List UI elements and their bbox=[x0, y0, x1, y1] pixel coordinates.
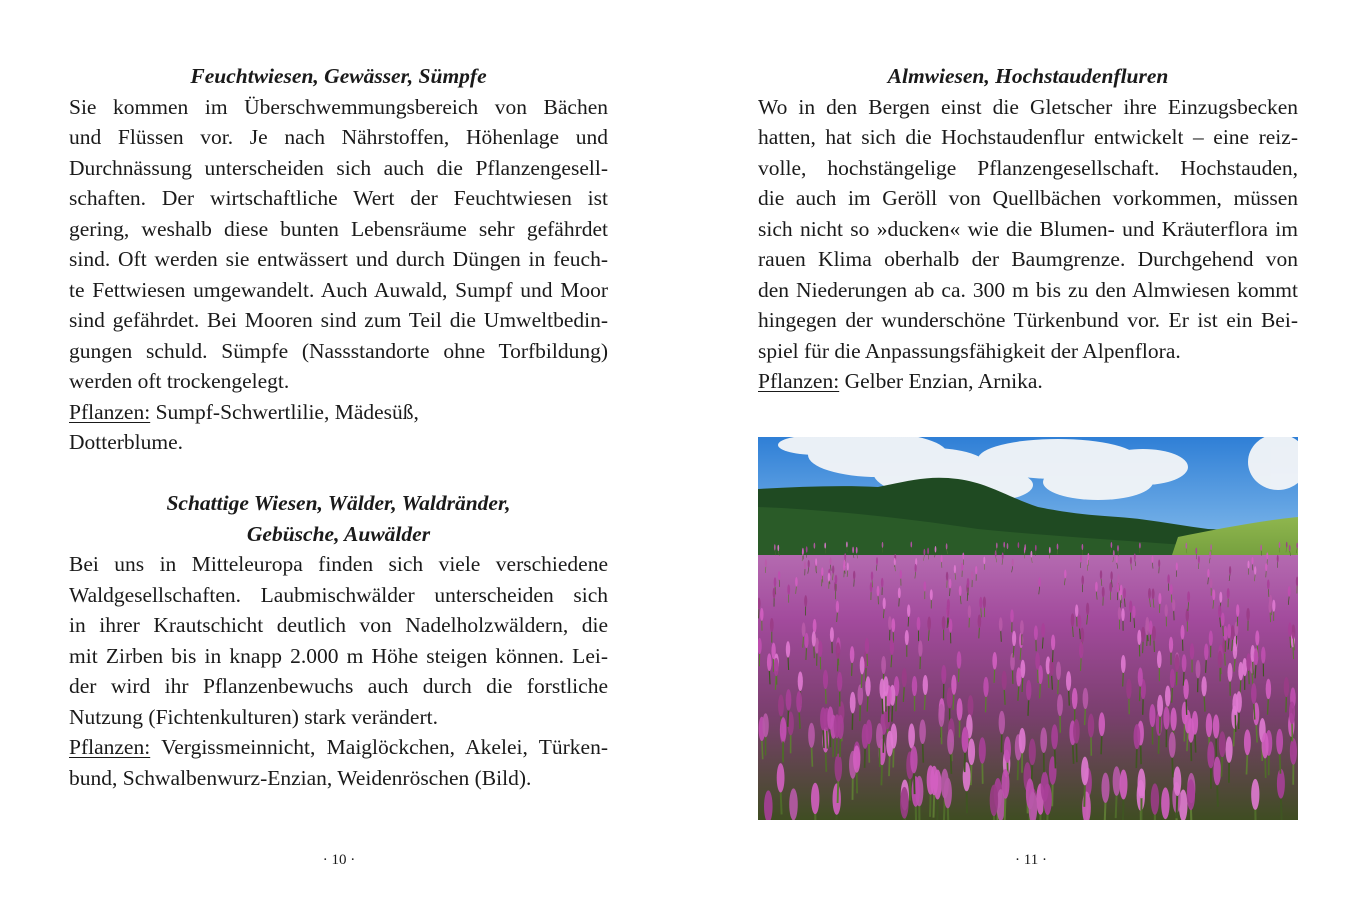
plants-label: Pflanzen: bbox=[758, 369, 840, 393]
page-number: · 10 · bbox=[322, 852, 356, 868]
body-line: sind. Oft werden sie entwässert und durch Düngen in feuch- bbox=[69, 247, 608, 271]
left-text-column bbox=[69, 61, 608, 793]
section-heading-alpine-meadows: Almwiesen, Hochstaudenfluren bbox=[887, 64, 1169, 88]
body-line: sind gefährdet. Bei Mooren sind zum Teil die Umweltbedin- bbox=[69, 308, 608, 332]
page-number: · 11 · bbox=[1015, 852, 1047, 868]
body-line: hingegen der wunderschöne Türkenbund vor. Er ist ein Bei- bbox=[758, 308, 1298, 332]
body-line: und Flüssen vor. Je nach Nährstoffen, Höhenlage und bbox=[69, 125, 608, 149]
plants-label: Pflanzen: bbox=[69, 735, 151, 759]
body-line: volle, hochstängelige Pflanzengesellschaft. Hochstauden, bbox=[758, 155, 1298, 180]
body-line: den Niederungen ab ca. 300 m bis zu den Almwiesen kommt bbox=[758, 277, 1298, 302]
plants-line-continued: Dotterblume. bbox=[69, 430, 184, 454]
body-line: Sie kommen im Überschwemmungsbereich von Bächen bbox=[69, 94, 608, 119]
section-heading-wetlands: Feuchtwiesen, Gewässer, Sümpfe bbox=[190, 64, 487, 88]
plants-line bbox=[69, 732, 608, 763]
body-line: rauen Klima oberhalb der Baumgrenze. Durchgehend von bbox=[758, 247, 1298, 271]
photo-illustration bbox=[758, 437, 1298, 820]
section-heading-forests: Schattige Wiesen, Wälder, Waldränder, bbox=[166, 491, 511, 515]
body-line: die auch im Geröll von Quellbächen vorkommen, müssen bbox=[758, 186, 1298, 210]
fireweed-meadow-photo bbox=[758, 437, 1298, 820]
plants-list: Sumpf-Schwertlilie, Mädesüß, bbox=[150, 399, 419, 424]
plants-list: Vergissmeinnicht, Maiglöckchen, Akelei, Türken- bbox=[150, 735, 608, 759]
section-heading-forests-line2: Gebüsche, Auwälder bbox=[246, 521, 431, 546]
plants-line-continued: bund, Schwalbenwurz-Enzian, Weidenröschen (Bild). bbox=[69, 765, 532, 790]
paragraph-gap bbox=[69, 458, 608, 489]
body-line: gungen schuld. Sümpfe (Nassstandorte ohne Torfbildung) bbox=[69, 338, 608, 363]
body-line: der wird ihr Pflanzenbewuchs auch durch die forstliche bbox=[69, 674, 608, 698]
body-line: hatten, hat sich die Hochstaudenflur entwickelt – eine reiz- bbox=[758, 125, 1298, 149]
body-line: Durchnässung unterscheiden sich auch die Pflanzengesell- bbox=[69, 155, 608, 180]
body-line: Waldgesellschaften. Laubmischwälder unterscheiden sich bbox=[69, 582, 608, 607]
body-line: sich nicht so »ducken« wie die Blumen- und Kräuterflora im bbox=[758, 216, 1298, 241]
plants-label: Pflanzen: bbox=[69, 399, 151, 424]
body-line: werden oft trockengelegt. bbox=[69, 369, 290, 393]
plants-line bbox=[758, 366, 1298, 397]
body-line: Wo in den Bergen einst die Gletscher ihre Einzugsbecken bbox=[758, 94, 1298, 119]
body-line: Bei uns in Mitteleuropa finden sich viele verschiedene bbox=[69, 552, 608, 576]
right-text-column bbox=[758, 61, 1298, 397]
body-line: Nutzung (Fichtenkulturen) stark verändert. bbox=[69, 704, 438, 729]
plants-line bbox=[69, 397, 608, 428]
right-page bbox=[683, 0, 1366, 901]
body-line: spiel für die Anpassungsfähigkeit der Alpenflora. bbox=[758, 338, 1181, 363]
body-line: in ihrer Krautschicht deutlich von Nadelholzwäldern, die bbox=[69, 613, 608, 637]
body-line: gering, weshalb diese bunten Lebensräume sehr gefährdet bbox=[69, 216, 608, 241]
body-line: schaften. Der wirtschaftliche Wert der Feuchtwiesen ist bbox=[69, 186, 608, 210]
body-line: te Fettwiesen umgewandelt. Auch Auwald, Sumpf und Moor bbox=[69, 277, 608, 302]
body-line: mit Zirben bis in knapp 2.000 m Höhe steigen können. Lei- bbox=[69, 643, 608, 668]
plants-list: Gelber Enzian, Arnika. bbox=[839, 369, 1043, 393]
